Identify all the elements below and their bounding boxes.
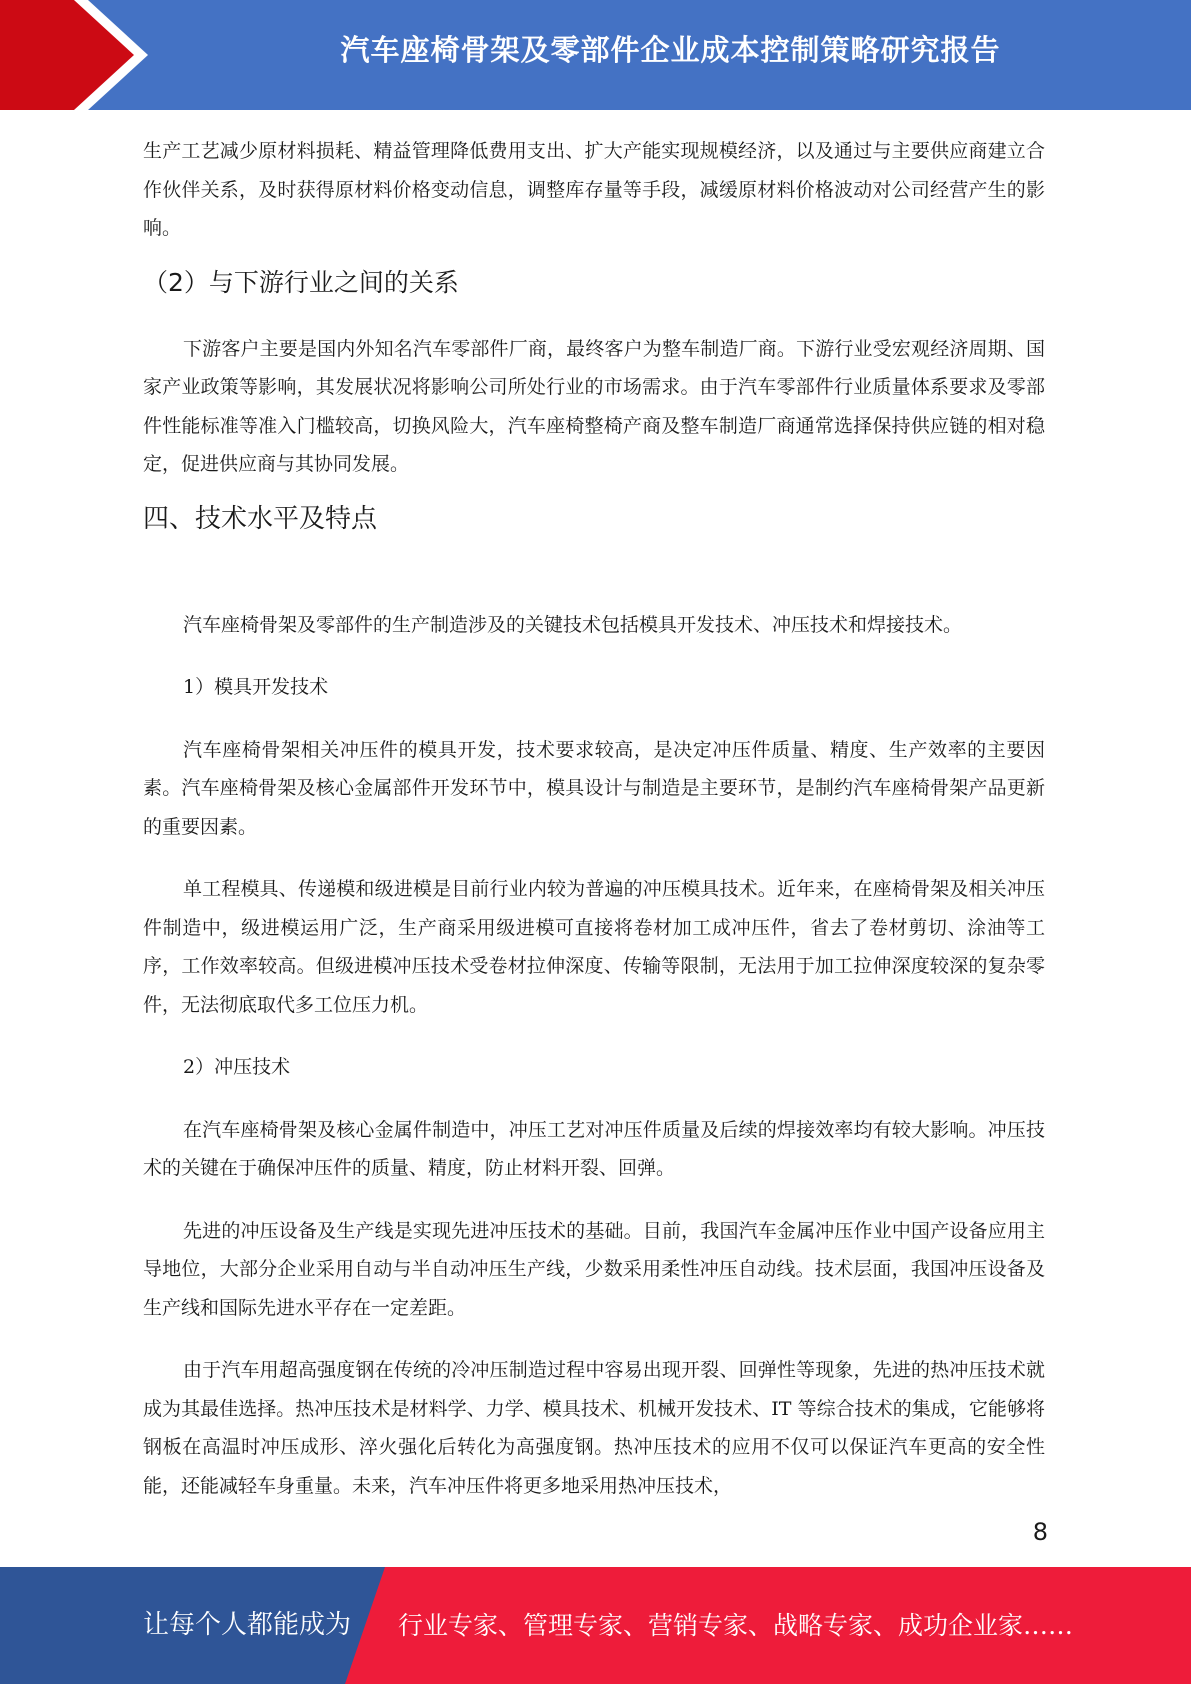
paragraph-raw-material: 生产工艺减少原材料损耗、精益管理降低费用支出、扩大产能实现规模经济，以及通过与主要供应商建立合作伙伴关系，及时获得原材料价格变动信息，调整库存量等手段，减缓原材料价格波动对公司经营产生的影响。	[143, 140, 1045, 239]
paragraph-progressive-die: 单工程模具、传递模和级进模是目前行业内较为普遍的冲压模具技术。近年来，在座椅骨架及相关冲压件制造中，级进模运用广泛，生产商采用级进模可直接将卷材加工成冲压件，省去了卷材剪切、涂油等工序，工作效率较高。但级进模冲压技术受卷材拉伸深度、传输等限制，无法用于加工拉伸深度较深的复杂零件，无法彻底取代多工位压力机。	[143, 878, 1045, 1016]
page-header	[0, 0, 1191, 110]
footer-slogan-right: 行业专家、管理专家、营销专家、战略专家、成功企业家……	[398, 1611, 1074, 1640]
subheading-mold-development: 1）模具开发技术	[183, 676, 329, 698]
heading-technology: 四、技术水平及特点	[143, 503, 378, 534]
footer-slogan-left: 让每个人都能成为	[143, 1610, 352, 1640]
paragraph-downstream: 下游客户主要是国内外知名汽车零部件厂商，最终客户为整车制造厂商。下游行业受宏观经济周期、国家产业政策等影响，其发展状况将影响公司所处行业的市场需求。由于汽车零部件行业质量体系要求及零部件性能标准等准入门槛较高，切换风险大，汽车座椅整椅产商及整车制造厂商通常选择保持供应链的相对稳定，促进供应商与其协同发展。	[143, 337, 1045, 475]
paragraph-hot-stamping: 由于汽车用超高强度钢在传统的冷冲压制造过程中容易出现开裂、回弹性等现象，先进的热冲压技术就成为其最佳选择。热冲压技术是材料学、力学、模具技术、机械开发技术、IT 等综合技术的集成，它能够将钢板在高温时冲压成形、淬火强化后转化为高强度钢。热冲压技术的应用不仅可以保证汽车更高的安全性能，还能减轻车身重量。未来，汽车冲压件将更多地采用热冲压技术，	[143, 1359, 1045, 1497]
page-number: 8	[1032, 1518, 1048, 1546]
page-body	[143, 132, 1045, 1505]
report-title: 汽车座椅骨架及零部件企业成本控制策略研究报告	[340, 33, 1001, 67]
page-footer	[0, 1567, 1191, 1684]
chevron-arrow-icon	[0, 0, 160, 110]
heading-downstream-relation: （2）与下游行业之间的关系	[143, 267, 459, 297]
paragraph-mold-development: 汽车座椅骨架相关冲压件的模具开发，技术要求较高，是决定冲压件质量、精度、生产效率的主要因素。汽车座椅骨架及核心金属部件开发环节中，模具设计与制造是主要环节，是制约汽车座椅骨架产品更新的重要因素。	[143, 738, 1045, 838]
subheading-stamping: 2）冲压技术	[183, 1056, 291, 1078]
paragraph-key-technologies: 汽车座椅骨架及零部件的生产制造涉及的关键技术包括模具开发技术、冲压技术和焊接技术。	[183, 613, 963, 636]
paragraph-stamping-process: 在汽车座椅骨架及核心金属件制造中，冲压工艺对冲压件质量及后续的焊接效率均有较大影响。冲压技术的关键在于确保冲压件的质量、精度，防止材料开裂、回弹。	[143, 1118, 1045, 1179]
paragraph-stamping-equipment: 先进的冲压设备及生产线是实现先进冲压技术的基础。目前，我国汽车金属冲压作业中国产设备应用主导地位，大部分企业采用自动与半自动冲压生产线，少数采用柔性冲压自动线。技术层面，我国冲压设备及生产线和国际先进水平存在一定差距。	[143, 1219, 1045, 1319]
